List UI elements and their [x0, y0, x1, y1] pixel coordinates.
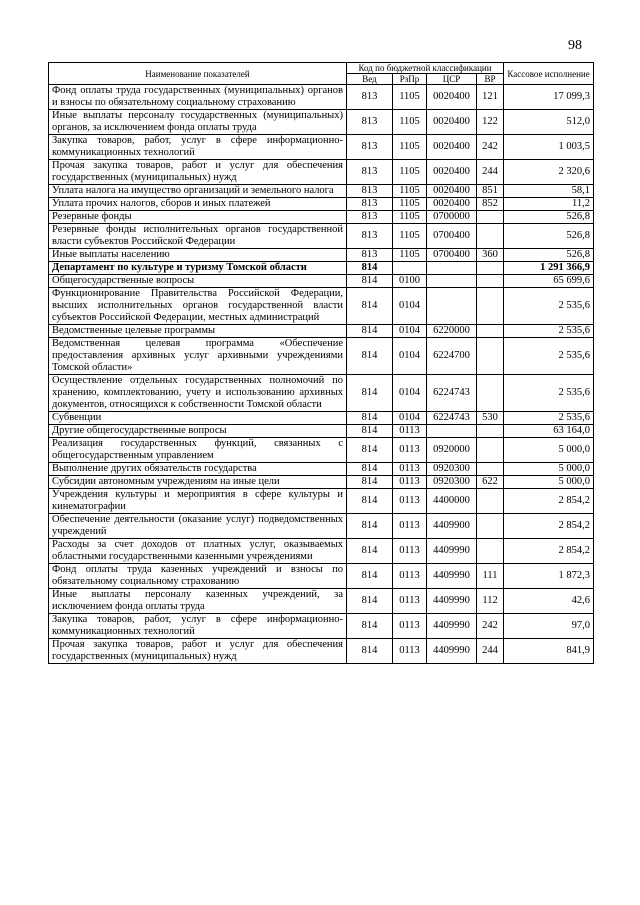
cell-ved: 813	[347, 85, 393, 110]
cell-rzpr: 1105	[393, 249, 427, 262]
table-row	[49, 476, 594, 489]
cell-amount: 2 854,2	[504, 539, 594, 564]
cell-ved: 814	[347, 288, 393, 325]
cell-name: Реализация государственных функций, связанных с общегосударственным управлением	[49, 438, 347, 463]
cell-amount: 63 164,0	[504, 425, 594, 438]
cell-rzpr: 1105	[393, 85, 427, 110]
cell-vr	[477, 275, 504, 288]
cell-name: Субсидии автономным учреждениям на иные цели	[49, 476, 347, 489]
cell-name: Осуществление отдельных государственных полномочий по хранению, комплектованию, учету и использованию архивных документов, относящихся к собственности Томской области	[49, 375, 347, 412]
cell-csr: 0020400	[427, 135, 477, 160]
cell-csr	[427, 288, 477, 325]
cell-amount: 526,8	[504, 249, 594, 262]
header-vr: ВР	[477, 74, 504, 85]
table-row	[49, 338, 594, 375]
cell-rzpr: 0113	[393, 476, 427, 489]
cell-ved: 814	[347, 463, 393, 476]
cell-vr	[477, 262, 504, 275]
table-row	[49, 463, 594, 476]
cell-name: Резервные фонды исполнительных органов государственной власти субъектов Российской Федерации	[49, 224, 347, 249]
cell-rzpr: 0113	[393, 589, 427, 614]
cell-vr	[477, 375, 504, 412]
cell-ved: 814	[347, 425, 393, 438]
table-row	[49, 110, 594, 135]
table-row	[49, 185, 594, 198]
cell-rzpr: 0113	[393, 639, 427, 664]
cell-vr: 360	[477, 249, 504, 262]
cell-rzpr: 1105	[393, 211, 427, 224]
cell-name: Иные выплаты персоналу государственных (муниципальных) органов, за исключением фонда оплаты труда	[49, 110, 347, 135]
cell-name: Иные выплаты населению	[49, 249, 347, 262]
cell-csr	[427, 275, 477, 288]
cell-amount: 512,0	[504, 110, 594, 135]
cell-vr: 852	[477, 198, 504, 211]
cell-ved: 813	[347, 135, 393, 160]
cell-rzpr: 0104	[393, 288, 427, 325]
cell-amount: 11,2	[504, 198, 594, 211]
cell-csr: 4409990	[427, 614, 477, 639]
cell-rzpr: 0100	[393, 275, 427, 288]
cell-csr: 4409990	[427, 589, 477, 614]
cell-ved: 814	[347, 325, 393, 338]
cell-amount: 2 854,2	[504, 489, 594, 514]
cell-csr: 0700000	[427, 211, 477, 224]
cell-amount: 42,6	[504, 589, 594, 614]
cell-name: Иные выплаты персоналу казенных учреждений, за исключением фонда оплаты труда	[49, 589, 347, 614]
cell-ved: 814	[347, 539, 393, 564]
cell-vr	[477, 438, 504, 463]
cell-vr: 121	[477, 85, 504, 110]
cell-csr: 0920000	[427, 438, 477, 463]
cell-amount: 2 535,6	[504, 288, 594, 325]
cell-name: Функционирование Правительства Российской Федерации, высших исполнительных органов государственной власти субъектов Российской Федерации, местных администраций	[49, 288, 347, 325]
cell-vr	[477, 425, 504, 438]
cell-amount: 2 320,6	[504, 160, 594, 185]
header-rzpr: РзПр	[393, 74, 427, 85]
cell-vr	[477, 211, 504, 224]
cell-rzpr: 1105	[393, 185, 427, 198]
cell-vr	[477, 338, 504, 375]
table-row	[49, 198, 594, 211]
cell-name: Уплата прочих налогов, сборов и иных платежей	[49, 198, 347, 211]
table-row	[49, 425, 594, 438]
table-row	[49, 589, 594, 614]
cell-csr: 0020400	[427, 185, 477, 198]
table-row	[49, 262, 594, 275]
cell-vr	[477, 514, 504, 539]
cell-csr: 0700400	[427, 224, 477, 249]
cell-vr: 851	[477, 185, 504, 198]
table-row	[49, 85, 594, 110]
cell-csr	[427, 262, 477, 275]
cell-amount: 2 535,6	[504, 338, 594, 375]
cell-vr	[477, 224, 504, 249]
cell-rzpr: 1105	[393, 160, 427, 185]
cell-amount: 841,9	[504, 639, 594, 664]
cell-name: Учреждения культуры и мероприятия в сфере культуры и кинематографии	[49, 489, 347, 514]
cell-csr: 0020400	[427, 85, 477, 110]
table-row	[49, 249, 594, 262]
cell-rzpr: 0104	[393, 338, 427, 375]
cell-rzpr: 0113	[393, 438, 427, 463]
cell-rzpr: 0113	[393, 614, 427, 639]
cell-ved: 814	[347, 564, 393, 589]
cell-vr: 622	[477, 476, 504, 489]
table-row	[49, 412, 594, 425]
cell-rzpr: 0113	[393, 425, 427, 438]
table-row	[49, 539, 594, 564]
cell-ved: 813	[347, 198, 393, 211]
cell-amount: 17 099,3	[504, 85, 594, 110]
cell-amount: 1 872,3	[504, 564, 594, 589]
cell-name: Фонд оплаты труда казенных учреждений и взносы по обязательному социальному страхованию	[49, 564, 347, 589]
table-header	[49, 63, 594, 85]
cell-csr: 6224700	[427, 338, 477, 375]
cell-ved: 813	[347, 110, 393, 135]
cell-rzpr: 1105	[393, 224, 427, 249]
cell-name: Департамент по культуре и туризму Томской области	[49, 262, 347, 275]
cell-rzpr: 0113	[393, 489, 427, 514]
header-csr: ЦСР	[427, 74, 477, 85]
cell-csr: 0920300	[427, 463, 477, 476]
cell-name: Другие общегосударственные вопросы	[49, 425, 347, 438]
cell-amount: 5 000,0	[504, 476, 594, 489]
cell-amount: 1 291 366,9	[504, 262, 594, 275]
cell-amount: 2 535,6	[504, 325, 594, 338]
cell-amount: 2 854,2	[504, 514, 594, 539]
table-row	[49, 564, 594, 589]
cell-amount: 5 000,0	[504, 438, 594, 463]
table-row	[49, 288, 594, 325]
cell-vr: 112	[477, 589, 504, 614]
budget-table	[48, 62, 594, 664]
cell-name: Ведомственные целевые программы	[49, 325, 347, 338]
cell-ved: 814	[347, 614, 393, 639]
table-row	[49, 135, 594, 160]
cell-vr: 530	[477, 412, 504, 425]
cell-ved: 814	[347, 514, 393, 539]
table-row	[49, 489, 594, 514]
cell-ved: 814	[347, 412, 393, 425]
cell-csr: 4409990	[427, 564, 477, 589]
table-row	[49, 160, 594, 185]
cell-amount: 526,8	[504, 224, 594, 249]
cell-amount: 5 000,0	[504, 463, 594, 476]
cell-name: Резервные фонды	[49, 211, 347, 224]
cell-ved: 814	[347, 338, 393, 375]
table-row	[49, 614, 594, 639]
cell-csr: 0700400	[427, 249, 477, 262]
cell-ved: 814	[347, 589, 393, 614]
cell-rzpr: 0104	[393, 375, 427, 412]
cell-vr: 111	[477, 564, 504, 589]
cell-rzpr: 1105	[393, 110, 427, 135]
cell-csr: 4409900	[427, 514, 477, 539]
cell-ved: 813	[347, 185, 393, 198]
cell-csr: 0920300	[427, 476, 477, 489]
cell-ved: 814	[347, 438, 393, 463]
cell-amount: 2 535,6	[504, 412, 594, 425]
cell-ved: 814	[347, 375, 393, 412]
cell-vr: 244	[477, 639, 504, 664]
cell-rzpr: 1105	[393, 198, 427, 211]
table-row	[49, 514, 594, 539]
cell-ved: 814	[347, 262, 393, 275]
cell-ved: 813	[347, 211, 393, 224]
cell-rzpr: 1105	[393, 135, 427, 160]
table-row	[49, 639, 594, 664]
cell-name: Уплата налога на имущество организаций и земельного налога	[49, 185, 347, 198]
cell-ved: 813	[347, 224, 393, 249]
cell-name: Фонд оплаты труда государственных (муниципальных) органов и взносы по обязательному социальному страхованию	[49, 85, 347, 110]
cell-name: Субвенции	[49, 412, 347, 425]
cell-vr: 122	[477, 110, 504, 135]
cell-vr	[477, 489, 504, 514]
cell-rzpr: 0113	[393, 463, 427, 476]
cell-ved: 813	[347, 160, 393, 185]
cell-csr: 0020400	[427, 160, 477, 185]
cell-csr: 0020400	[427, 198, 477, 211]
cell-ved: 814	[347, 275, 393, 288]
cell-csr: 4409990	[427, 639, 477, 664]
table-row	[49, 438, 594, 463]
table-row	[49, 224, 594, 249]
cell-amount: 1 003,5	[504, 135, 594, 160]
cell-amount: 97,0	[504, 614, 594, 639]
cell-amount: 65 699,6	[504, 275, 594, 288]
table-row	[49, 375, 594, 412]
table-row	[49, 211, 594, 224]
header-ved: Вед	[347, 74, 393, 85]
table-body	[49, 85, 594, 664]
cell-ved: 814	[347, 476, 393, 489]
cell-rzpr: 0104	[393, 412, 427, 425]
cell-csr: 6224743	[427, 375, 477, 412]
cell-name: Общегосударственные вопросы	[49, 275, 347, 288]
header-amount: Кассовое исполнение	[504, 63, 594, 85]
header-code-group: Код по бюджетной классификации	[347, 63, 504, 74]
cell-csr: 6220000	[427, 325, 477, 338]
table-row	[49, 275, 594, 288]
cell-name: Расходы за счет доходов от платных услуг, оказываемых областными государственными казенными учреждениями	[49, 539, 347, 564]
cell-rzpr: 0104	[393, 325, 427, 338]
table-row	[49, 325, 594, 338]
cell-amount: 526,8	[504, 211, 594, 224]
cell-csr: 4409990	[427, 539, 477, 564]
cell-rzpr: 0113	[393, 514, 427, 539]
cell-csr: 6224743	[427, 412, 477, 425]
cell-amount: 2 535,6	[504, 375, 594, 412]
cell-csr: 0020400	[427, 110, 477, 135]
cell-name: Закупка товаров, работ, услуг в сфере информационно-коммуникационных технологий	[49, 135, 347, 160]
cell-name: Выполнение других обязательств государства	[49, 463, 347, 476]
cell-vr	[477, 325, 504, 338]
cell-ved: 814	[347, 639, 393, 664]
cell-name: Прочая закупка товаров, работ и услуг для обеспечения государственных (муниципальных) нужд	[49, 639, 347, 664]
cell-vr: 244	[477, 160, 504, 185]
cell-rzpr: 0113	[393, 539, 427, 564]
cell-csr: 4400000	[427, 489, 477, 514]
cell-ved: 814	[347, 489, 393, 514]
cell-vr	[477, 463, 504, 476]
cell-name: Прочая закупка товаров, работ и услуг для обеспечения государственных (муниципальных) нужд	[49, 160, 347, 185]
cell-name: Ведомственная целевая программа «Обеспечение предоставления архивных услуг архивными учреждениями Томской области»	[49, 338, 347, 375]
cell-vr	[477, 539, 504, 564]
cell-rzpr	[393, 262, 427, 275]
cell-amount: 58,1	[504, 185, 594, 198]
cell-ved: 813	[347, 249, 393, 262]
cell-vr: 242	[477, 614, 504, 639]
cell-rzpr: 0113	[393, 564, 427, 589]
cell-vr: 242	[477, 135, 504, 160]
cell-vr	[477, 288, 504, 325]
cell-name: Обеспечение деятельности (оказание услуг) подведомственных учреждений	[49, 514, 347, 539]
header-name: Наименование показателей	[49, 63, 347, 85]
page-number: 98	[568, 38, 582, 53]
cell-csr	[427, 425, 477, 438]
cell-name: Закупка товаров, работ, услуг в сфере информационно-коммуникационных технологий	[49, 614, 347, 639]
